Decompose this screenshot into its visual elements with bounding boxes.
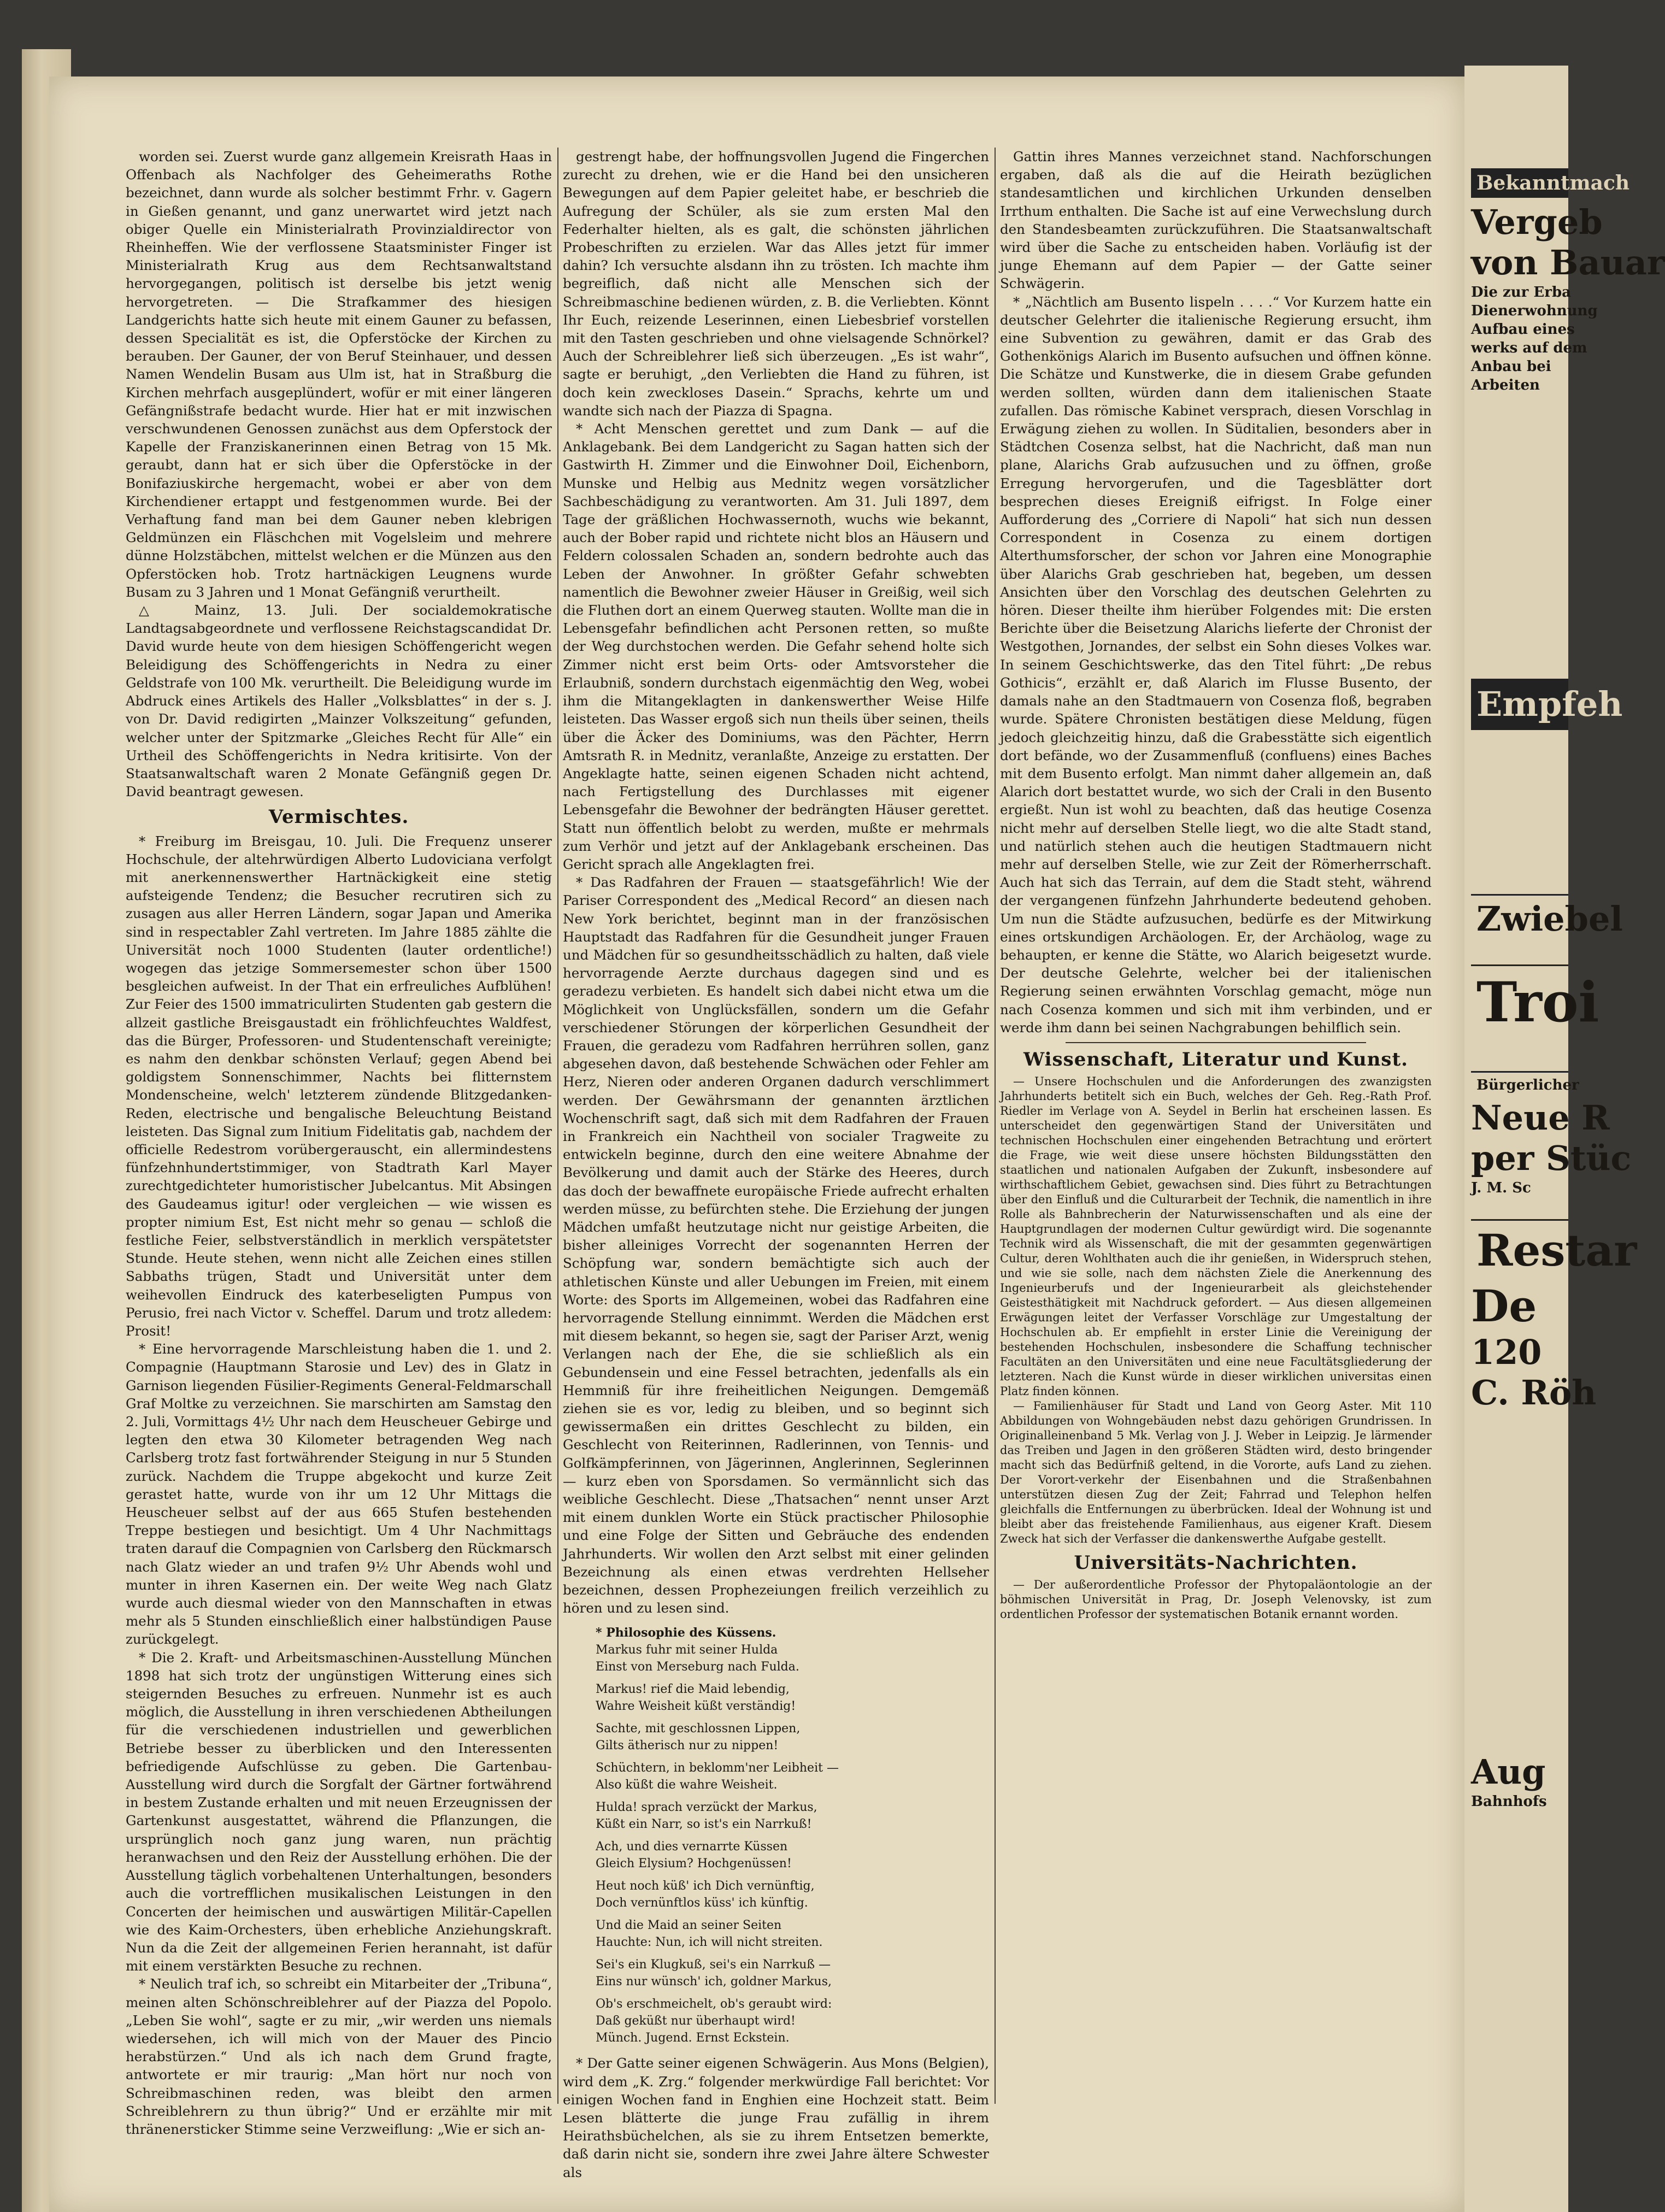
article-text: * Die 2. Kraft- und Arbeitsmaschinen-Ausstellung München 1898 hat sich trotz der ungünstigen Witterung eines sich steigernden Besuches zu erfreuen. Nunmehr ist es auch möglich, die Ausstellung in ihren verschiedenen Abtheilungen für die verschiedenen industriellen und gewerblichen Betriebe besser zu überblicken und den Interessenten befriedigende Aufschlüsse zu geben. Die Gartenbau-Ausstellung wird durch die Sorgfalt der Gärtner fortwährend in bestem Zustande erhalten und mit neuen Erzeugnissen der Gartenkunst ausgestattet, während die Pflanzungen, die ursprünglich noch ganz jung waren, nun prächtig heranwachsen und den Reiz der Ausstellung erhöhen. Die der Ausstellung täglich vorbehaltenen Unterhaltungen, besonders auch die vortrefflichen musikalischen Leistungen in den Concerten der heimischen und auswärtigen Militär-Capellen wie des Kaim-Orchesters, üben erhebliche Anziehungskraft. Nun da die Zeit der allgemeinen Ferien herannaht, ist dafür mit einem verstärkten Besuche zu rechnen. (126, 1649, 552, 1974)
ad-text: Bahnhofs (1471, 1793, 1547, 1810)
column-rule (995, 148, 996, 2104)
ad-text: werks auf dem (1471, 340, 1587, 356)
poem-line: Daß geküßt nur überhaupt wird! (596, 2014, 796, 2028)
ad-heading: Empfeh (1471, 679, 1568, 730)
ad-text: von Bauar (1471, 243, 1665, 283)
ad-text: Anbau bei (1471, 358, 1551, 375)
poem-signature: Münch. Jugend. Ernst Eckstein. (596, 2031, 790, 2045)
article-text: — Der außerordentliche Professor der Phytopaläontologie an der böhmischen Universität in Prag, Dr. Joseph Velenovsky, ist zum ordentlichen Professor der systematischen Botanik ernannt worden. (1000, 1578, 1432, 1621)
poem-line: Schüchtern, in beklomm'ner Leibheit — (596, 1761, 839, 1775)
poem-line: Gleich Elysium? Hochgenüssen! (596, 1857, 792, 1871)
poem-line: Hauchte: Nun, ich will nicht streiten. (596, 1935, 823, 1950)
column-1 (126, 148, 552, 2138)
poem-line (596, 1793, 989, 1799)
poem-line (596, 1675, 989, 1681)
column-3 (1000, 148, 1432, 1622)
poem-line: Sachte, mit geschlossnen Lippen, (596, 1722, 801, 1736)
ad-heading: Bekanntmach (1471, 168, 1568, 198)
ad-text: De (1471, 1280, 1537, 1332)
poem-line: Einst von Merseburg nach Fulda. (596, 1660, 799, 1674)
article-text: gestrengt habe, der hoffnungsvollen Jugend die Fingerchen zurecht zu drehen, wie er die Hand bei den unsicheren Bewegungen auf dem Papier geleitet habe, er beschrieb die Aufregung der Schüler, als sie zum ersten Mal den Federhalter hielten, als es galt, die schönsten jährlichen Probeschriften zu erzielen. War das Alles jetzt für immer dahin? Ich versuchte alsdann ihn zu trösten. Ich machte ihm begreiflich, daß nicht alle Menschen sich der Schreibmaschine bedienen würden, z. B. die Verliebten. Könnt Ihr Euch, reizende Leserinnen, einen Liebesbrief vorstellen mit den Tasten geschrieben und ohne vielsagende Schnörkel? Auch der Schreiblehrer ließ sich überzeugen. „Es ist wahr“, sagte er beruhigt, „den Verliebten die Hand zu führen, ist doch kein zweckloses Dasein.“ Sprachs, kehrte um und wandte sich nach der Piazza di Spagna. (563, 149, 989, 419)
poem-line: Küßt ein Narr, so ist's ein Narrkuß! (596, 1817, 812, 1832)
poem-line (596, 1911, 989, 1917)
poem-line: Hulda! sprach verzückt der Markus, (596, 1801, 817, 1815)
poem-line: Gilts ätherisch nur zu nippen! (596, 1739, 779, 1753)
ad-text: Vergeb (1471, 202, 1603, 242)
poem-line: Wahre Weisheit küßt verständig! (596, 1699, 796, 1714)
article-text: * Acht Menschen gerettet und zum Dank — auf die Anklagebank. Bei dem Landgericht zu Sagan hatten sich der Gastwirth H. Zimmer und die Einwohner Doil, Eichenborn, Munske und Helbig aus Mednitz wegen vorsätzlicher Sachbeschädigung zu verantworten. Am 31. Juli 1897, dem Tage der gräßlichen Hochwassernoth, wuchs wie bekannt, auch der Bober rapid und richtete nicht blos an Häusern und Feldern colossalen Schaden an, sondern bedrohte auch das Leben der Anwohner. In größter Gefahr schwebten namentlich die Bewohner zweier Häuser in Greißig, weil sich die Fluthen dort an einem Querweg stauten. Wollte man die in Lebensgefahr befindlichen acht Personen retten, so mußte der Weg durchstochen werden. Die Gefahr sehend holte sich Zimmer nicht erst beim Orts- oder Amtsvorsteher die Erlaubniß, sondern durchstach eigenmächtig den Weg, wobei ihm die Mitangeklagten in dankenswerther Weise Hilfe leisteten. Das Wasser ergoß sich nun theils über seinen, theils über die Äcker des Dominiums, was den Pächter, Herrn Amtsrath R. in Mednitz, veranlaßte, Anzeige zu erstatten. Der Angeklagte hatte, seinen eigenen Schaden nicht achtend, nach Fertigstellung des Durchlasses mit eigener Lebensgefahr die Bewohner der bedrängten Häuser gerettet. Statt nun öffentlich belobt zu werden, mußte er mehrmals zum Verhör und jetzt auf der Anklagebank erscheinen. Das Gericht sprach alle Angeklagten frei. (563, 421, 989, 872)
poem-line: Ob's erschmeichelt, ob's geraubt wird: (596, 1997, 832, 2011)
poem-lines (596, 1642, 989, 2029)
ad-text: Zwiebel (1471, 894, 1568, 943)
adjacent-page-ads (1464, 66, 1665, 2212)
poem-line (596, 1715, 989, 1720)
poem-line: Markus fuhr mit seiner Hulda (596, 1643, 778, 1657)
ad-text: Die zur Erba (1471, 284, 1571, 301)
article-text: * Eine hervorragende Marschleistung haben die 1. und 2. Compagnie (Hauptmann Starosie und Lev) des in Glatz in Garnison liegenden Füsilier-Regiments General-Feldmarschall Graf Moltke zu verzeichnen. Sie marschirten am Samstag den 2. Juli, Vormittags 4½ Uhr nach dem Heuscheuer Gebirge und legten den etwa 30 Kilometer betragenden Weg nach Carlsberg trotz fast fortwährender Steigung in nur 5 Stunden zurück. Nachdem die Truppe abgekocht und kurze Zeit gerastet hatte, wurde von ihr um 12 Uhr Mittags die Heuscheuer selbst auf der aus 665 Stufen bestehenden Treppe bestiegen und besichtigt. Um 4 Uhr Nachmittags traten darauf die Compagnien von Carlsberg den Rückmarsch nach Glatz wieder an und trafen 9½ Uhr Abends wohl und munter in ihren Kasernen ein. Der weite Weg nach Glatz wurde auch diesmal wieder von den Mannschaften in etwas mehr als 5 Stunden einschließlich einer halbstündigen Pause zurückgelegt. (126, 1341, 552, 1648)
section-heading: Wissenschaft, Literatur und Kunst. (1023, 1048, 1408, 1070)
poem-line: Also küßt die wahre Weisheit. (596, 1778, 778, 1792)
section-heading: Universitäts-Nachrichten. (1074, 1552, 1358, 1574)
poem-line: Eins nur wünsch' ich, goldner Markus, (596, 1975, 832, 1989)
poem-line: Markus! rief die Maid lebendig, (596, 1682, 790, 1697)
article-text: * Freiburg im Breisgau, 10. Juli. Die Frequenz unserer Hochschule, der altehrwürdigen Alberto Ludoviciana verfolgt mit anerkennenswerther Hartnäckigkeit eine stetig aufsteigende Tendenz; die Besucher recrutiren sich zu zusagen aus aller Herren Ländern, sogar Japan und Amerika sind in respectabler Zahl vertreten. Im Jahre 1885 zählte die Universität noch 1000 Studenten (lauter ordentliche!) wogegen das jetzige Sommersemester schon über 1500 besgleichen aufweist. In der That ein erfreuliches Aufblühen! Zur Feier des 1500 immatriculirten Studenten gab gestern die allzeit gastliche Breisgaustadt ein fröhlichfeuchtes Waldfest, das die Bürger, Professoren- und Studentenschaft vereinigte; es nahm den denkbar schönsten Verlauf; gegen Abend bei goldigstem Sonnenschimmer, Nachts bei flitternstem Mondenscheine, welch' letzterem zündende Blitzgedanken-Reden, electrische und bengalische Beleuchtung Beistand leisteten. Das Signal zum Initium Fidelitatis gab, nachdem der officielle Redestrom vorübergerauscht, ein allermindestens fünfzehnhundertstimmiger, von Stadtrath Karl Mayer zurechtgedichteter humoristischer Jubelcantus. Mit Absingen des Gaudeamus igitur! oder vergleichen — wie wissen es propter nimium Est, Est nicht mehr so genau — schloß die festliche Feier, selbstverständlich in merklich verspätetster Stunde. Heute stehen, wenn nicht alle Zeichen eines stillen Sabbaths trügen, Stadt und Universität unter dem weihevollen Eindruck des katerbeseligten Pumpus von Perusio, frei nach Victor v. Scheffel. Darum und trotz alledem: Prosit! (126, 833, 552, 1339)
column-rule (557, 148, 558, 2104)
ad-text: Troi (1471, 964, 1568, 1038)
article-text: worden sei. Zuerst wurde ganz allgemein Kreisrath Haas in Offenbach als Nachfolger des Geheimeraths Rothe bezeichnet, dann wurde als solcher bestimmt Frhr. v. Gagern in Gießen genannt, und ganz unerwartet wird jetzt nach obiger Quelle ein Ministerialrath Provinzialdirector von Rheinheffen. Wie der verflossene Staatsminister Finger ist Ministerialrath Krug aus dem Rechtsanwaltstand hervorgegangen, politisch ist derselbe bis jetzt wenig hervorgetreten. — Die Strafkammer des hiesigen Landgerichts hatte sich heute mit einem Gauner zu befassen, dessen Specialität es ist, die Opferstöcke der Kirchen zu berauben. Der Gauner, der von Beruf Steinhauer, und dessen Namen Wendelin Busam aus Ulm ist, hat in Straßburg die Kirchen mehrfach ausgeplündert, wofür er mit einer längeren Gefängnißstrafe bedacht wurde. Hier hat er mit inzwischen verschwundenen Genossen zunächst aus dem Opferstock der Kapelle der Franziskanerinnen einen Betrag von 15 Mk. geraubt, dann hat er sich über die Opferstöcke in der Bonifaziuskirche hergemacht, wobei er aber von dem Kirchendiener ertappt und festgenommen wurde. Bei der Verhaftung fand man bei dem Gauner neben klebrigen Geldmünzen ein Fläschchen mit Vogelsleim und mehrere dünne Holzstäbchen, mittelst welchen er die Münzen aus den Opferstöcken hob. Trotz hartnäckigen Leugnens wurde Busam zu 3 Jahren und 1 Monat Gefängniß verurtheilt. (126, 149, 552, 600)
ad-text: J. M. Sc (1471, 1180, 1531, 1196)
poem-line: Heut noch küß' ich Dich vernünftig, (596, 1879, 815, 1893)
poem-line (596, 1990, 989, 1996)
poem-line (596, 1951, 989, 1956)
poem-line (596, 1754, 989, 1760)
poem-line: Ach, und dies vernarrte Küssen (596, 1840, 788, 1854)
ad-text: Aufbau eines (1471, 321, 1575, 338)
poem-line (596, 1833, 989, 1838)
ad-text: Restar (1471, 1219, 1568, 1280)
article-text: * Das Radfahren der Frauen — staatsgefährlich! Wie der Pariser Correspondent des „Medical Record“ an diesen nach New York berichtet, beginnt man in der französischen Hauptstadt das Radfahren für die Gesundheit junger Frauen und Mädchen für so gesundheitsschädlich zu halten, daß viele hervorragende Aerzte durchaus dagegen sind und es geradezu verbieten. Es handelt sich dabei nicht etwa um die Möglichkeit von Unglücksfällen, sondern um die Gefahr verschiedener Störungen der körperlichen Gesundheit der Frauen, die geradezu vom Radfahren herrühren sollen, ganz abgesehen davon, daß bestehende Schwächen oder Fehler am Herz, Nieren oder anderen Organen dadurch verschlimmert werden. Der Gewährsmann der genannten ärztlichen Wochenschrift sagt, daß sich mit dem Radfahren der Frauen in Frankreich ein Nachtheil von socialer Tragweite zu entwickeln beginne, durch den eine weitere Abnahme der Bevölkerung und damit auch der Stärke des Heeres, durch das doch der bewaffnete europäische Friede aufrecht erhalten werden müsse, zu befürchten stehe. Die Erziehung der jungen Mädchen umfaßt heutzutage nicht nur geistige Arbeiten, die bisher alleiniges Vorrecht der sogenannten Herren der Schöpfung war, sondern bemächtigte sich auch der athletischen Künste und aller Uebungen im Freien, mit einem Worte: des Sports im Allgemeinen, wobei das Radfahren eine hervorragende Stellung einnimmt. Werden die Mädchen erst mit diesem bekannt, so hegen sie, sagt der Pariser Arzt, wenig Verlangen nach der Ehe, die sie schließlich als ein Gebundensein und eine Fessel betrachten, jedenfalls als ein Hemmniß für ihre freiheitlichen Neigungen. Demgemäß ziehen sie es vor, ledig zu bleiben, und so beginnt sich gewissermaßen ein drittes Geschlecht zu bilden, ein Geschlecht von Reiterinnen, Radlerinnen, von Tennis- und Golfkämpferinnen, von Jägerinnen, Anglerinnen, Seglerinnen — kurz eben von Sporsdamen. So vermännlicht sich das weibliche Geschlecht. Diese „Thatsachen“ nennt unser Arzt mit einem dunklen Worte ein Stück practischer Philosophie und eine Folge der Sitten und Gebräuche des endenden Jahrhunderts. Wir wollen den Arzt selbst mit einer gelinden Bezeichnung als einen etwas verdrehten Hellseher bezeichnen, dessen Prophezeiungen freilich verzeihlich zu hören und zu lesen sind. (563, 874, 989, 1616)
article-text: * Der Gatte seiner eigenen Schwägerin. Aus Mons (Belgien), wird dem „K. Zrg.“ folgender merkwürdige Fall berichtet: Vor einigen Wochen fand in Enghien eine Hochzeit statt. Beim Lesen blätterte die junge Frau zufällig in ihrem Heirathsbüchelchen, als sie zu ihrem Entsetzen bemerkte, daß darin nicht sie, sondern ihre zwei Jahre ältere Schwester als (563, 2055, 989, 2180)
ad-text: C. Röh (1471, 1373, 1597, 1413)
divider (1066, 1042, 1366, 1043)
ad-text: Bürgerlicher (1471, 1071, 1568, 1098)
poem (596, 1625, 989, 2046)
article-text: △ Mainz, 13. Juli. Der socialdemokratische Landtagsabgeordnete und verflossene Reichstagscandidat Dr. David wurde heute von dem hiesigen Schöffengericht wegen Beleidigung des Schöffengerichts in Nedra zu einer Geldstrafe von 100 Mk. verurtheilt. Die Beleidigung wurde im Abdruck eines Artikels des Haller „Volksblattes“ in der s. J. von Dr. David redigirten „Mainzer Volkszeitung“ gefunden, welcher unter der Spitzmarke „Gleiches Recht für Alle“ ein Urtheil des Schöffengerichts in Nedra kritisirte. Von der Staatsanwaltschaft waren 2 Monate Gefängniß gegen Dr. David beantragt gewesen. (126, 602, 552, 800)
ad-text: 120 (1471, 1332, 1542, 1372)
poem-title: * Philosophie des Küssens. (596, 1626, 776, 1640)
ad-text: Dienerwohnung (1471, 303, 1598, 319)
article-text: — Unsere Hochschulen und die Anforderungen des zwanzigsten Jahrhunderts betitelt sich ein Buch, welches der Geh. Reg.-Rath Prof. Riedler im Verlage von A. Seydel in Berlin hat erscheinen lassen. Es unterscheidet den gegenwärtigen Stand der Universitäten und technischen Hochschulen einer eingehenden Betrachtung und erörtert die Frage, wie weit diese unsere höchsten Bildungsstätten den staatlichen und nationalen Aufgaben der Zukunft, insbesondere auf wirthschaftlichem Gebiet, gewachsen sind. Dies führt zu Betrachtungen über den Einfluß und die Culturarbeit der Technik, die namentlich in ihre Rolle als Bahnbrecherin der Naturwissenschaften und als eine der Hauptgrundlagen der modernen Cultur gewürdigt wird. Die sogenannte Technik wird als Wissenschaft, die mit der gesammten gegenwärtigen Cultur, deren Wohlthaten auch die ihr genießen, in Widerspruch stehen, und wie sie solle, nach dem nächsten Ziele die Anerkennung des Ingenieurberufs und der Ingenieurarbeit als gleichstehender Geistesthätigkeit mit Nachdruck gefordert. — Aus diesen allgemeinen Erwägungen leitet der Verfasser Vorschläge zur Umgestaltung der Hochschulen ab. Er empfiehlt in erster Linie die Vereinigung der bestehenden Hochschulen, insbesondere die Schaffung technischer Facultäten an den Universitäten und eine neue Facultätsgliederung der letzteren. Nach die Kunst würde in dieser wirklichen universitas einen Platz finden können. (1000, 1075, 1432, 1398)
ad-text: per Stüc (1471, 1138, 1632, 1178)
poem-line: Doch vernünftlos küss' ich künftig. (596, 1896, 808, 1910)
poem-line: Sei's ein Klugkuß, sei's ein Narrkuß — (596, 1958, 831, 1972)
poem-line (596, 1872, 989, 1878)
ad-text: Aug (1471, 1752, 1546, 1792)
article-text: — Familienhäuser für Stadt und Land von Georg Aster. Mit 110 Abbildungen von Wohngebäuden nebst dazu gehörigen Grundrissen. In Originalleinenband 5 Mk. Verlag von J. J. Weber in Leipzig. Je lärmender das Treiben und Jagen in den größeren Städten wird, desto bringender macht sich das Bedürfniß geltend, in die Vororte, aufs Land zu ziehen. Der Vorort-verkehr der Eisenbahnen und die Straßenbahnen unterstützen diesen Zug der Zeit; Fahrrad und Telephon helfen gleichfalls die Entfernungen zu überbrücken. Ideal der Wohnung ist und bleibt aber das freistehende Familienhaus, aus eigener Kraft. Diesem Zweck hat sich der Verfasser die dankenswerthe Aufgabe gestellt. (1000, 1399, 1432, 1546)
section-heading: Vermischtes. (268, 806, 409, 828)
poem-line: Und die Maid an seiner Seiten (596, 1919, 782, 1933)
article-text: * „Nächtlich am Busento lispeln . . . .“ Vor Kurzem hatte ein deutscher Gelehrter die italienische Regierung ersucht, ihm eine Subvention zu gewähren, damit er das Grab des Gothenkönigs Alarich im Busento aufsuchen und öffnen könne. Die Schätze und Kunstwerke, die in diesem Grabe gefunden werden sollten, würden dann dem italienischen Staate zufallen. Das römische Kabinet versprach, diesen Vorschlag in Erwägung ziehen zu wollen. In Süditalien, besonders aber in Städtchen Cosenza selbst, hat die Nachricht, daß man nun plane, Alarichs Grab aufzusuchen und zu öffnen, große Erregung hervorgerufen, und die Tagesblätter dort besprechen dieses Ereigniß eifrigst. In Folge einer Aufforderung des „Corriere di Napoli“ hat sich nun dessen Correspondent in Cosenza zu einem dortigen Alterthumsforscher, der schon vor Jahren eine Monographie über Alarichs Grab geschrieben hat, begeben, um dessen Ansichten über den Vorschlag des deutschen Gelehrten zu hören. Dieser theilte ihm hierüber Folgendes mit: Die ersten Berichte über die Beisetzung Alarichs lieferte der Chronist der Westgothen, Jornandes, der selbst ein Sohn dieses Volkes war. In seinem Geschichtswerke, das den Titel führt: „De rebus Gothicis“, erzählt er, daß Alarich im Flusse Busento, der damals nahe an den Stadtmauern von Cosenza floß, begraben wurde. Spätere Chronisten bestätigen diese Meldung, fügen jedoch gleichzeitig hinzu, daß die Grabesstätte sich eigentlich dort befände, wo der Zusammenfluß (confluens) eines Baches mit dem Busento erfolgt. Man nimmt daher allgemein an, daß Alarich dort bestattet wurde, wo sich der Crali in den Busento ergießt. Nun ist wohl zu beachten, daß das heutige Cosenza nicht mehr auf derselben Stelle liegt, wo die alte Stadt stand, und natürlich stehen auch die heutigen Stadtmauern nicht mehr auf derselben Stelle, wie zur Zeit der Römerherrschaft. Auch hat sich das Terrain, auf dem die Stadt steht, während der vergangenen fünfzehn Jahrhunderte bedeutend gehoben. Um nun die Städte aufzusuchen, bedürfe es der Mitwirkung eines ortskundigen Archäologen. Er, der Archäolog, wage zu behaupten, er kenne die Stätte, wo Alarich beigesetzt wurde. Der deutsche Gelehrte, welcher bei der italienischen Regierung seinen erwähnten Vorschlag gemacht, möge nun nach Cosenza kommen und sich mit ihm verbinden, und er werde ihm dann bei seinen Nachgrabungen behilflich sein. (1000, 293, 1432, 1036)
article-text: Gattin ihres Mannes verzeichnet stand. Nachforschungen ergaben, daß als die auf die Heirath bezüglichen standesamtlichen und kirchlichen Urkunden denselben Irrthum enthalten. Die Sache ist auf eine Verwechslung durch den Standesbeamten zurückzuführen. Die Staatsanwaltschaft wird über die Sache zu entscheiden haben. Vorläufig ist der junge Ehemann auf dem Papier — der Gatte seiner Schwägerin. (1000, 149, 1432, 292)
column-2 (563, 148, 989, 2181)
ad-text: Arbeiten (1471, 377, 1540, 393)
article-text: * Neulich traf ich, so schreibt ein Mitarbeiter der „Tribuna“, meinen alten Schönschreiblehrer auf der Piazza del Popolo. „Leben Sie wohl“, sagte er zu mir, „wir werden uns niemals wiedersehen, ich will mich von der Mauer des Pincio herabstürzen.“ Und als ich nach dem Grund fragte, antwortete er mir traurig: „Man hört nur noch von Schreibmaschinen reden, was bleibt den armen Schreiblehrern zu thun übrig?“ Und er erzählte mir mit thränenersticker Stimme seine Verzweiflung: „Wie er sich an- (126, 1976, 552, 2137)
ad-text: Neue R (1471, 1098, 1610, 1138)
